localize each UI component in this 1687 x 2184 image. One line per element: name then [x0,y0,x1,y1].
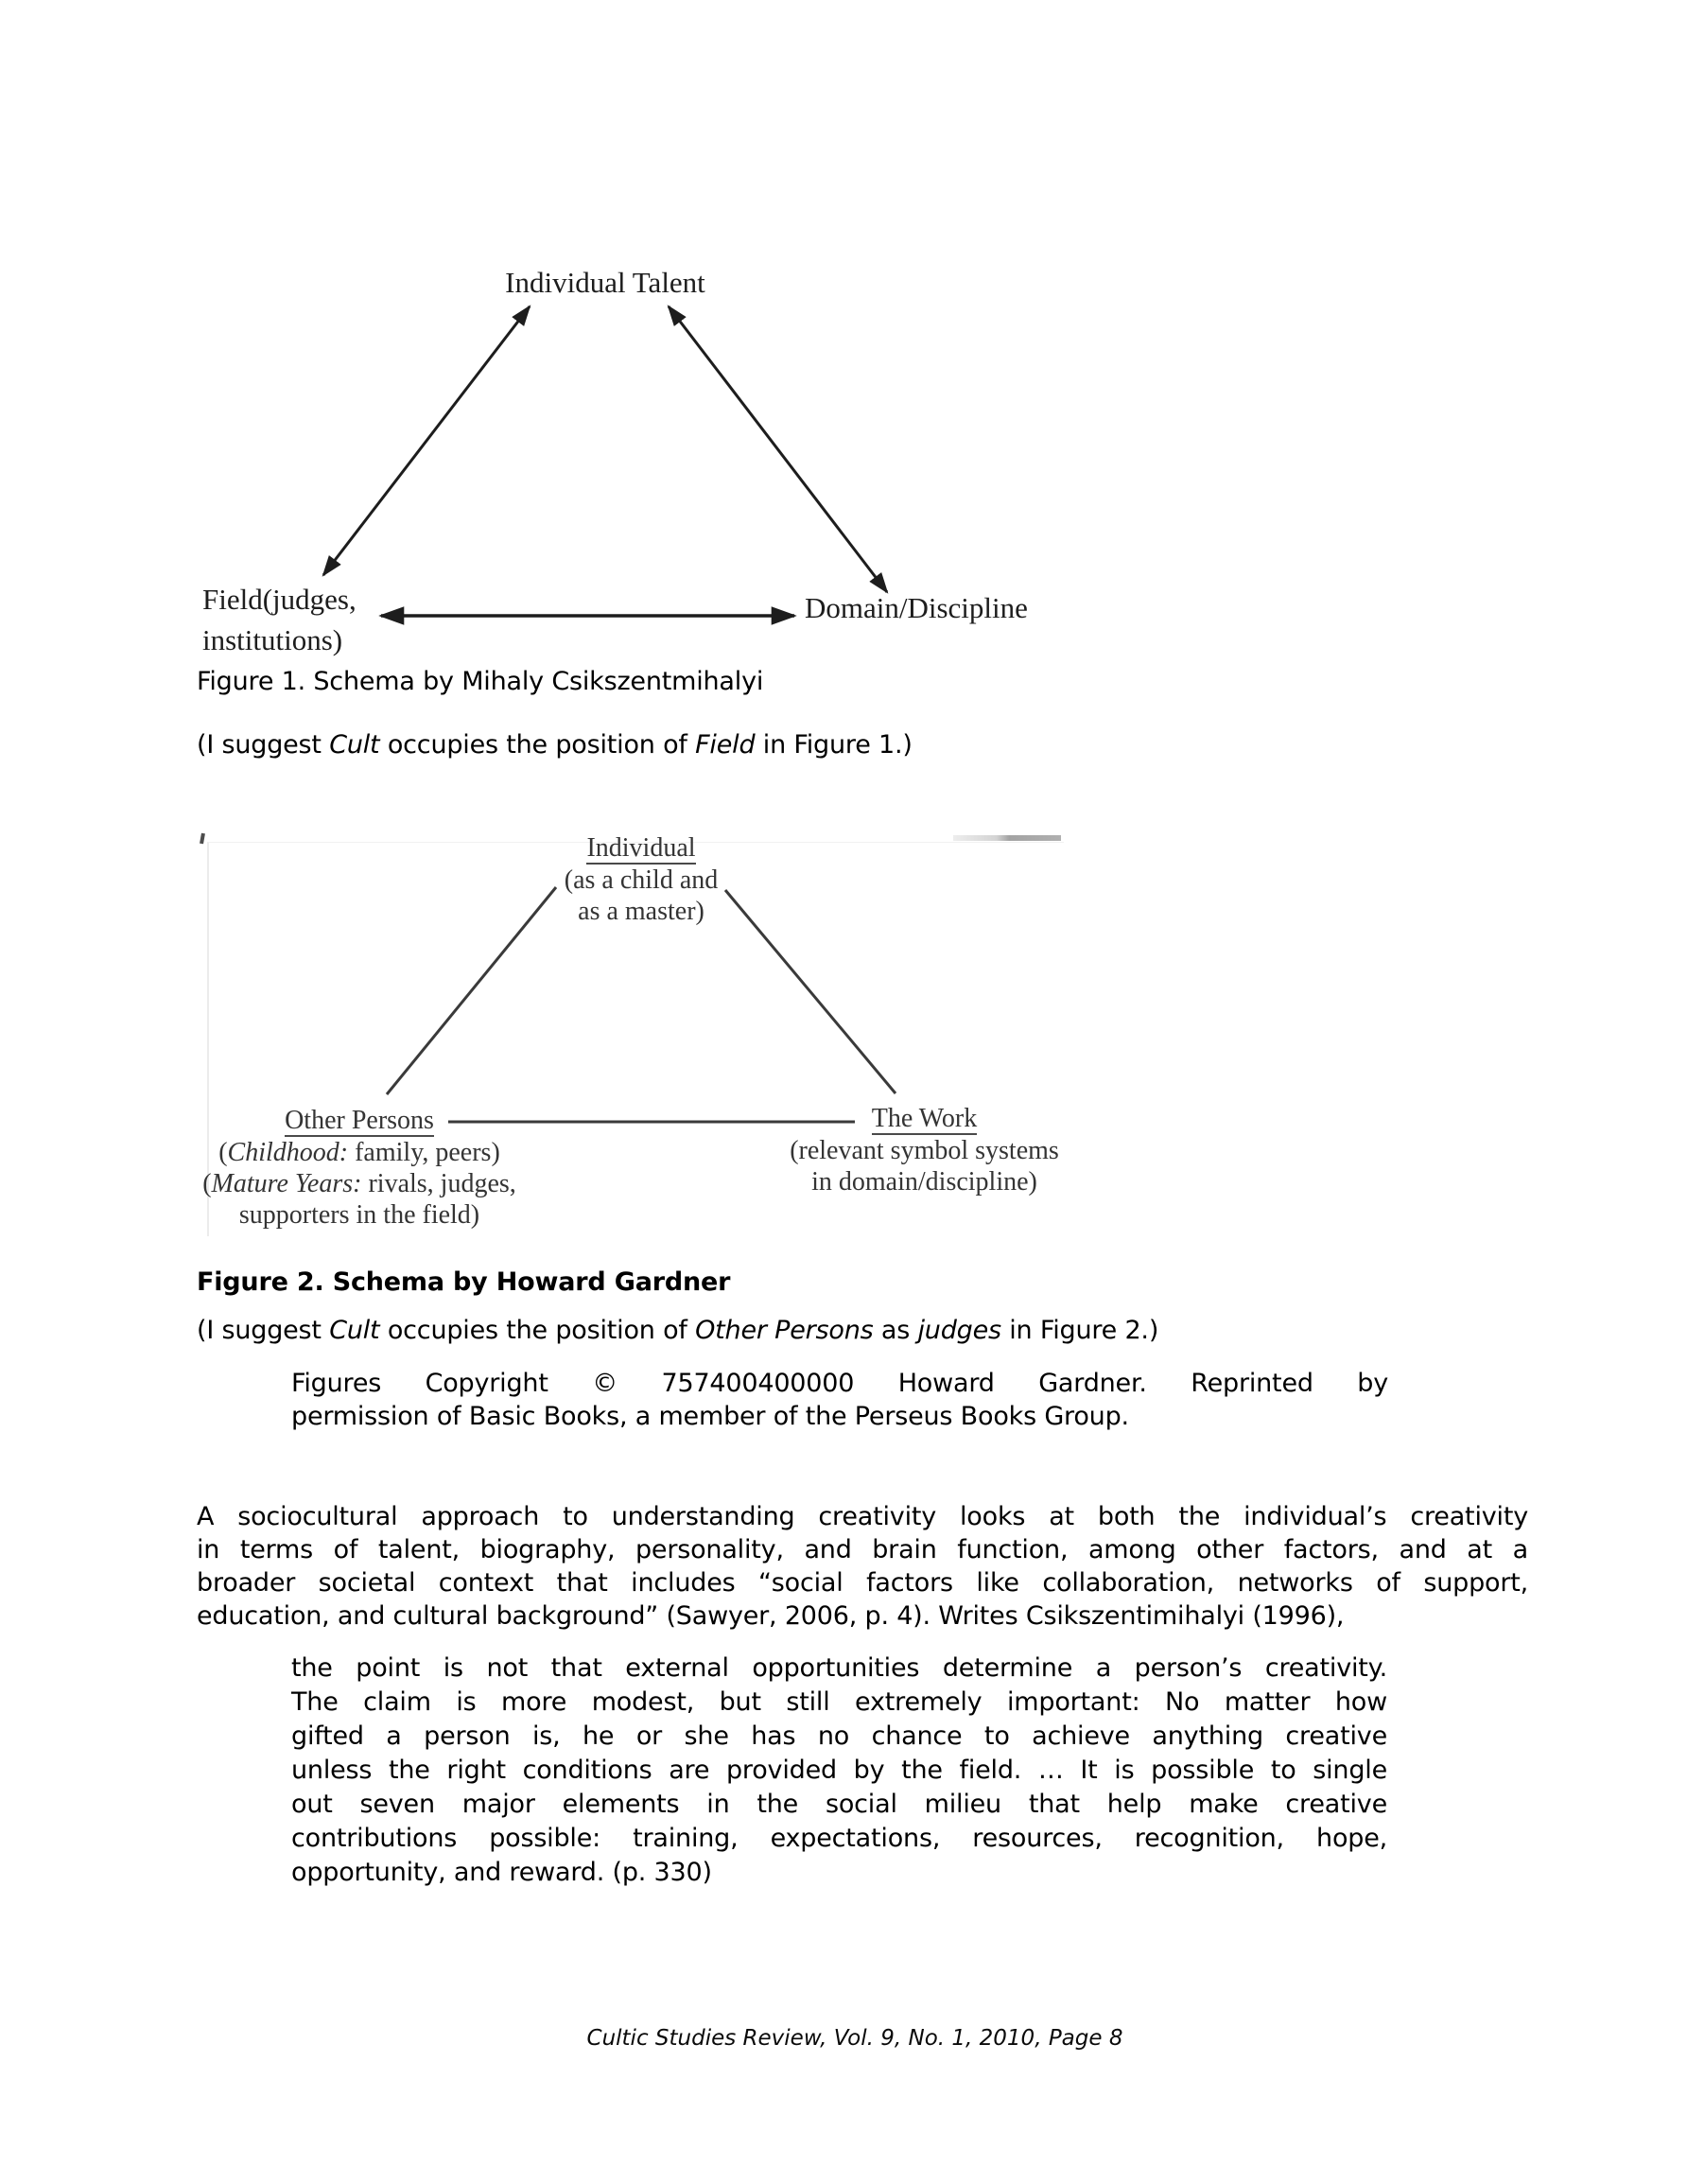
figure2-node-the-work-sub1: (relevant symbol systems [790,1136,1059,1166]
text-segment: occupies the position of [379,1316,696,1345]
text-segment: family, peers) [348,1138,500,1168]
figure2-note [197,1316,1158,1345]
text-segment: Mature Years: [211,1169,362,1199]
text-segment: ( [218,1138,228,1168]
figure1-caption: Figure 1. Schema by Mihaly Csikszentmihalyi [197,667,764,696]
figure1-note [197,730,913,760]
text-segment: (I suggest [197,730,330,760]
figure1-node-domain-discipline: Domain/Discipline [805,591,1028,624]
text-segment: Cult [329,1316,380,1345]
figure2-node-other-persons-sub2 [189,1168,530,1199]
text-segment: rivals, judges, [361,1169,516,1199]
text-segment: ( [202,1169,212,1199]
text-segment: judges [917,1316,1001,1345]
text-segment: in Figure 2.) [1000,1316,1159,1345]
quote-line: contributions possible: training, expectations, resources, recognition, hope, [291,1824,1387,1853]
figure2-node-individual-sub2: as a master) [578,897,704,927]
figure1-node-field [202,579,357,660]
figure1-arrows [323,306,887,616]
quote-line: The claim is more modest, but still extremely important: No matter how [291,1687,1387,1717]
figure1-node-field-line2: institutions) [202,623,343,656]
text-segment: (I suggest [197,1316,330,1345]
text-segment: Childhood: [227,1138,349,1168]
figure1-node-field-line1: Field(judges, [202,583,357,616]
figure2-node-individual-title [526,832,757,865]
text-segment: occupies the position of [379,730,696,760]
figure1-arrow-talent-field [323,306,530,575]
figure2-node-individual-sub1: (as a child and [564,865,719,896]
scan-artifact-streak [953,835,1061,841]
quote-line: opportunity, and reward. (p. 330) [291,1858,712,1887]
figure1-arrow-talent-domain [669,306,887,592]
text-segment: in Figure 1.) [755,730,913,760]
figure1-node-individual-talent: Individual Talent [505,266,705,299]
quote-line: out seven major elements in the social milieu that help make creative [291,1790,1387,1819]
text-segment: as [873,1316,918,1345]
copyright-line: permission of Basic Books, a member of the Perseus Books Group. [291,1402,1129,1431]
figure2-node-individual-label: Individual [586,834,695,865]
block-quote [291,1651,1387,1890]
figure2-node-other-persons-label: Other Persons [285,1107,434,1137]
paragraph-line: A sociocultural approach to understanding creativity looks at both the individual’s creativity [197,1502,1528,1531]
paragraph-line: education, and cultural background” (Sawyer, 2006, p. 4). Writes Csikszentimihalyi (1996), [197,1601,1345,1631]
figure2-node-the-work [757,1103,1092,1197]
scan-artifact-tick [200,833,205,845]
copyright-note [291,1367,1388,1433]
text-segment: Other Persons [695,1316,874,1345]
figure2-caption: Figure 2. Schema by Howard Gardner [197,1267,731,1297]
text-segment: Cult [329,730,380,760]
quote-line: the point is not that external opportunities determine a person’s creativity. [291,1653,1387,1683]
figure2-node-the-work-title [757,1103,1092,1135]
copyright-line: Figures Copyright © 757400400000 Howard Gardner. Reprinted by [291,1369,1388,1398]
body-paragraph [197,1500,1528,1633]
quote-line: unless the right conditions are provided by the field. … It is possible to single [291,1756,1387,1785]
paragraph-line: broader societal context that includes “social factors like collaboration, networks of support, [197,1568,1528,1598]
paragraph-line: in terms of talent, biography, personality, and brain function, among other factors, and at a [197,1535,1528,1564]
figure2-node-other-persons-sub3: supporters in the field) [238,1200,480,1231]
text-segment: Field [695,730,756,760]
figure2-node-the-work-sub2: in domain/discipline) [811,1167,1037,1197]
figure2-node-other-persons-sub1 [189,1137,530,1168]
quote-line: gifted a person is, he or she has no chance to achieve anything creative [291,1721,1387,1751]
page-footer: Cultic Studies Review, Vol. 9, No. 1, 2010, Page 8 [586,2026,1123,2051]
figure2-node-individual [526,832,757,927]
figure2-node-other-persons [189,1105,530,1231]
figure2-node-other-persons-title [189,1105,530,1137]
figure2-node-the-work-label: The Work [872,1105,978,1135]
